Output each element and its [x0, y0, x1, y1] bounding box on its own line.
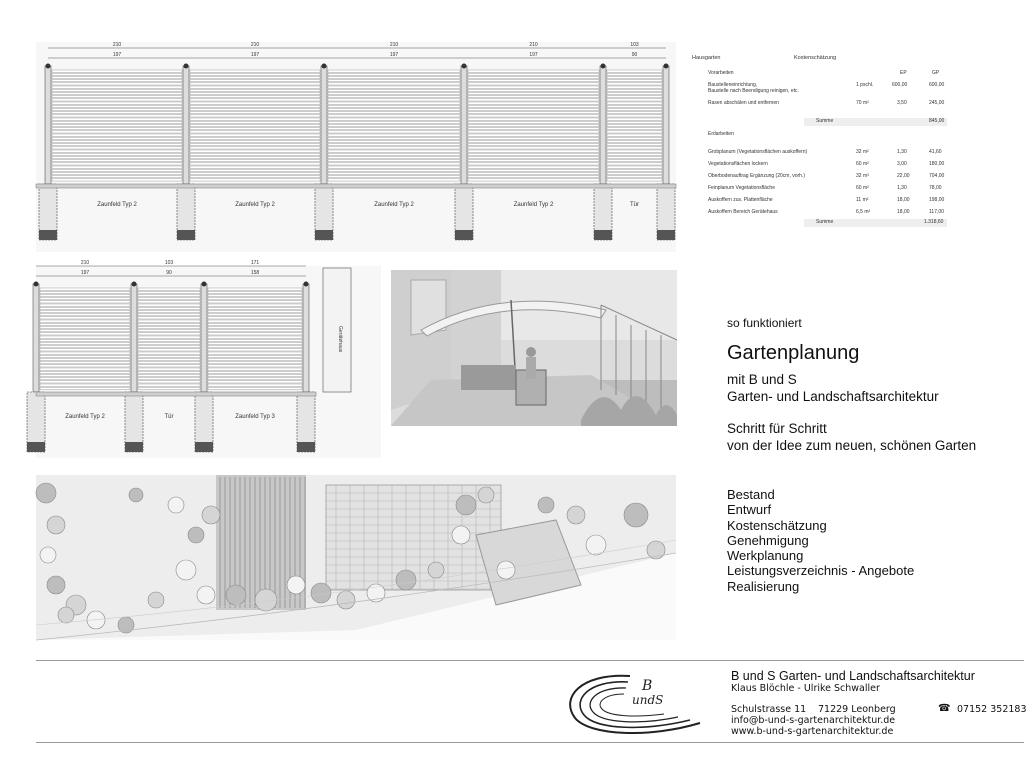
col-header-ep: EP [900, 70, 907, 76]
step-item: Genehmigung [727, 532, 809, 548]
logo-unds: undS [632, 693, 664, 707]
tagline: so funktioniert [727, 316, 802, 330]
table-row: Baustelleneinrichtung, Baustelle nach Beendigung reinigen, etc. 1 pschl. 600,00 600,00 [708, 82, 945, 94]
street-address: Schulstrasse 11 [731, 704, 807, 715]
page-title: Gartenplanung [727, 342, 860, 364]
steps-list [727, 487, 914, 594]
table-row: Grobplanum (Vegetationsflächen auskoffern) 32 m² 1,30 41,60 [708, 149, 942, 155]
intro-line-1: mit B und S [727, 372, 797, 387]
email-link[interactable]: info@b-und-s-gartenarchitektur.de [731, 715, 896, 726]
fence-elevation-top [36, 42, 676, 252]
section-vorarbeiten: Vorarbeiten [708, 70, 734, 76]
sum-row: Summe 845,00 [804, 118, 947, 126]
footer-divider-top [36, 660, 1024, 661]
sum-row: Summe 1.318,60 [804, 219, 947, 227]
partner-names: Klaus Blöchle - Ulrike Schwaller [731, 683, 880, 694]
panel-label: Tür [164, 414, 174, 420]
phone-number: 07152 352183 [957, 704, 1027, 715]
table-row: Feinplanum Vegetationsfläche 60 m² 1,30 78,00 [708, 185, 942, 191]
logo-letter-b: B [642, 678, 653, 694]
dimension-label: 103 [630, 42, 639, 48]
col-header-gp: GP [932, 70, 940, 76]
table-row: Vegetationsflächen lockern 60 m² 3,00 180,00 [708, 161, 945, 167]
garden-plan-view [36, 475, 676, 640]
city-address: 71229 Leonberg [818, 704, 896, 715]
website-link[interactable]: www.b-und-s-gartenarchitektur.de [731, 726, 894, 737]
cost-table-title-left: Hausgarten [692, 55, 721, 61]
panel-label: Tür [630, 202, 639, 208]
dimension-label: 197 [250, 52, 260, 58]
step-item: Realisierung [727, 578, 800, 594]
dimension-label: 197 [389, 52, 399, 58]
dimension-label: 210 [112, 42, 122, 48]
table-row: Rasen abschälen und entfernen 70 m² 3,50 245,00 [708, 100, 945, 106]
phone-icon: ☎ [938, 703, 951, 714]
dimension-label: 90 [166, 270, 172, 276]
intro-line-2: Garten- und Landschaftsarchitektur [727, 389, 939, 404]
panel-label: Zaunfeld Typ 3 [235, 414, 275, 420]
dimension-label: 197 [112, 52, 122, 58]
company-name: B und S Garten- und Landschaftsarchitektur [731, 669, 975, 683]
intro-line-4: von der Idee zum neuen, schönen Garten [727, 438, 977, 453]
section-erdarbeiten: Erdarbeiten [708, 131, 734, 137]
dimension-label: 210 [250, 42, 260, 48]
table-row: Auskoffern Bereich Gerätehaus 6,5 m² 18,00 117,00 [708, 209, 944, 215]
panel-label: Zaunfeld Typ 2 [65, 414, 105, 420]
footer-divider-bottom [36, 742, 1024, 743]
panel-label: Zaunfeld Typ 2 [97, 202, 137, 208]
shed-label: Gerätehaus [337, 326, 343, 353]
step-item: Kostenschätzung [727, 517, 827, 533]
step-item: Werkplanung [727, 548, 804, 564]
dimension-label: 158 [250, 270, 260, 276]
dimension-label: 171 [250, 260, 260, 266]
dimension-label: 90 [631, 52, 638, 58]
dimension-label: 197 [529, 52, 538, 58]
company-logo [560, 668, 710, 738]
panel-label: Zaunfeld Typ 2 [235, 202, 275, 208]
dimension-label: 210 [529, 42, 538, 48]
panel-label: Zaunfeld Typ 2 [513, 202, 554, 208]
table-row: Oberbodenauftrag Ergänzung (20cm, vorh.) 32 m³ 22,00 704,00 [708, 173, 945, 179]
dimension-label: 210 [80, 260, 90, 266]
dimension-label: 197 [80, 270, 90, 276]
dimension-label: 210 [389, 42, 399, 48]
step-item: Bestand [727, 487, 775, 502]
dimension-label: 103 [164, 260, 174, 266]
terrace-visualization [391, 270, 677, 426]
step-item: Entwurf [727, 502, 772, 518]
cost-table-title-right: Kostenschätzung [794, 55, 837, 61]
fence-elevation-middle [36, 260, 381, 458]
panel-label: Zaunfeld Typ 2 [374, 202, 414, 208]
intro-line-3: Schritt für Schritt [727, 421, 827, 436]
step-item: Leistungsverzeichnis - Angebote [727, 563, 915, 579]
table-row: Auskoffern zus. Plattenfläche 11 m² 18,00 198,00 [708, 197, 945, 203]
